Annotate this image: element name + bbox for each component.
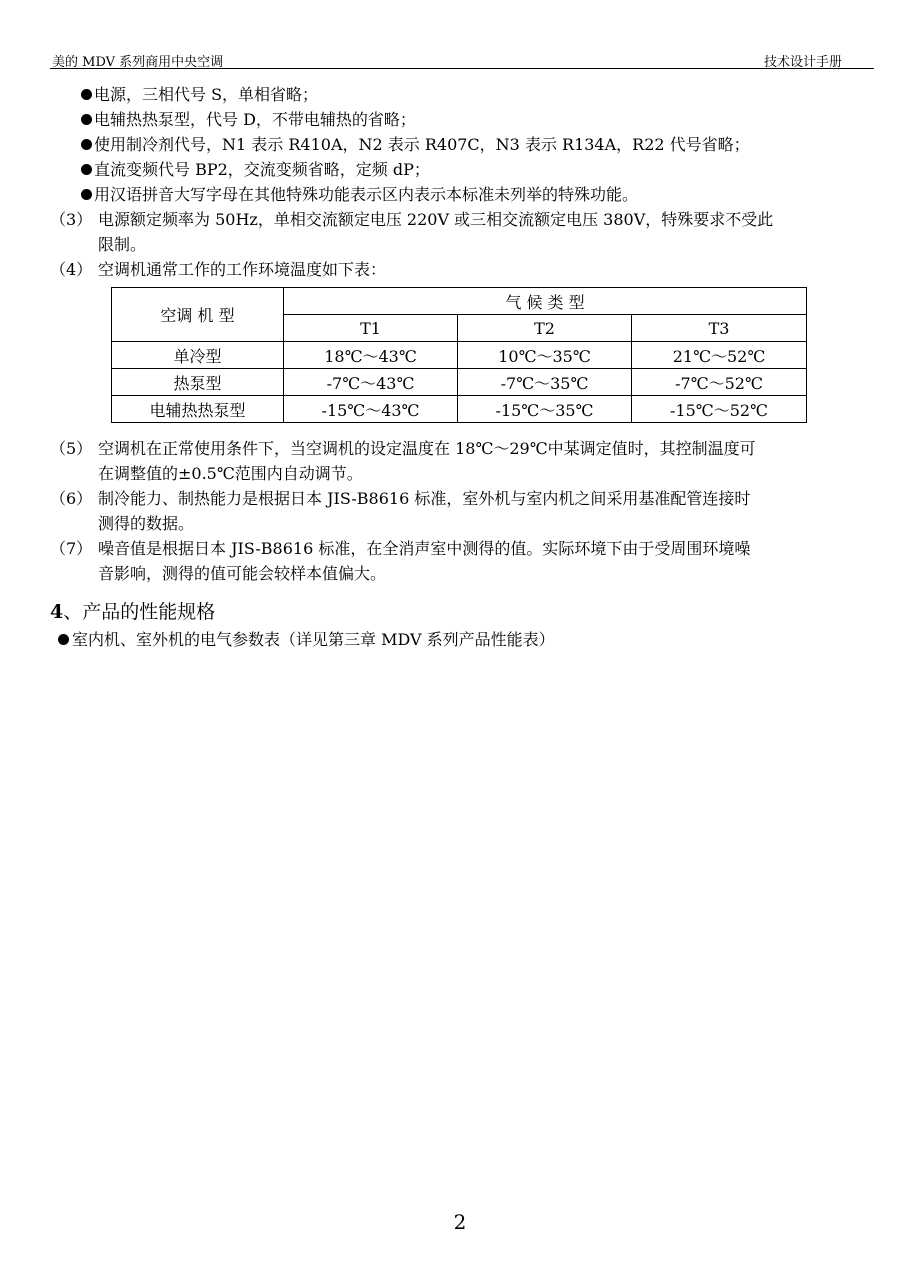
section-bullet [56, 627, 555, 652]
paragraph-line: 测得的数据。 [98, 514, 195, 533]
bullet-dot-icon [58, 634, 69, 645]
table-column-header: T1 [284, 315, 458, 342]
paragraph-4 [50, 257, 880, 282]
bullet-item [50, 157, 880, 182]
bullet-dot-icon [81, 114, 92, 125]
table-header-climate: 气 候 类 型 [284, 288, 807, 315]
section-title: 、产品的性能规格 [63, 601, 216, 623]
paragraph-line: 限制。 [98, 235, 147, 254]
paragraph-6 [50, 486, 880, 536]
paragraph-line: 音影响，测得的值可能会较样本值偏大。 [98, 564, 387, 583]
table-cell: 21℃～52℃ [632, 342, 807, 369]
table-column-header: T3 [632, 315, 807, 342]
table-cell: 10℃～35℃ [458, 342, 632, 369]
paragraph-number: （4） [50, 260, 93, 279]
bullet-text: 使用制冷剂代号，N1 表示 R410A，N2 表示 R407C，N3 表示 R134A，R22 代号省略； [94, 135, 750, 154]
paragraph-line: 在调整值的±0.5℃范围内自动调节。 [98, 464, 363, 483]
table-row [112, 396, 807, 423]
paragraph-3 [50, 207, 880, 257]
table-cell: -7℃～35℃ [458, 369, 632, 396]
bullet-dot-icon [81, 164, 92, 175]
bullet-dot-icon [81, 189, 92, 200]
paragraph-number: （6） [50, 489, 93, 508]
section-number: 4 [50, 601, 64, 623]
table-row-label: 热泵型 [112, 369, 284, 396]
table-cell: 18℃～43℃ [284, 342, 458, 369]
table-cell: -7℃～52℃ [632, 369, 807, 396]
bullet-item [50, 107, 880, 132]
paragraph-line: 空调机通常工作的工作环境温度如下表： [98, 260, 387, 279]
bullet-item [50, 82, 880, 107]
table-cell: -15℃～35℃ [458, 396, 632, 423]
header-left-title: 美的 MDV 系列商用中央空调 [52, 55, 224, 70]
table-column-header: T2 [458, 315, 632, 342]
paragraph-7 [50, 536, 880, 586]
bullet-text: 用汉语拼音大写字母在其他特殊功能表示区内表示本标准未列举的特殊功能。 [94, 185, 639, 204]
table-row [112, 342, 807, 369]
page-number: 2 [453, 1210, 467, 1234]
paragraph-line: 噪音值是根据日本 JIS-B8616 标准，在全消声室中测得的值。实际环境下由于受周围环境噪 [98, 539, 751, 558]
bullet-text: 直流变频代号 BP2，交流变频省略，定频 dP； [94, 160, 430, 179]
table-cell: -7℃～43℃ [284, 369, 458, 396]
paragraph-number: （5） [50, 439, 93, 458]
paragraph-number: （3） [50, 210, 93, 229]
climate-table [111, 287, 807, 423]
bullet-item [50, 132, 880, 157]
bullet-text: 室内机、室外机的电气参数表（详见第三章 MDV 系列产品性能表） [72, 630, 555, 649]
table-row [112, 369, 807, 396]
table-cell: -15℃～52℃ [632, 396, 807, 423]
bullet-text: 电源，三相代号 S，单相省略； [94, 85, 319, 104]
paragraph-number: （7） [50, 539, 93, 558]
bullet-text: 电辅热热泵型，代号 D，不带电辅热的省略； [94, 110, 416, 129]
paragraph-5 [50, 436, 880, 486]
table-header-model: 空调 机 型 [112, 288, 284, 342]
section-heading [50, 598, 215, 626]
header-right-title: 技术设计手册 [763, 55, 842, 70]
paragraph-line: 电源额定频率为 50Hz，单相交流额定电压 220V 或三相交流额定电压 380V，特殊要求不受此 [98, 210, 774, 229]
bullet-item [50, 182, 880, 207]
bullet-dot-icon [81, 139, 92, 150]
table-row-label: 单冷型 [112, 342, 284, 369]
table-row-label: 电辅热热泵型 [112, 396, 284, 423]
bullet-dot-icon [81, 89, 92, 100]
paragraph-line: 空调机在正常使用条件下，当空调机的设定温度在 18℃～29℃中某调定值时，其控制温度可 [98, 439, 756, 458]
paragraph-line: 制冷能力、制热能力是根据日本 JIS-B8616 标准，室外机与室内机之间采用基准配管连接时 [98, 489, 751, 508]
header-rule [50, 68, 874, 69]
table-cell: -15℃～43℃ [284, 396, 458, 423]
